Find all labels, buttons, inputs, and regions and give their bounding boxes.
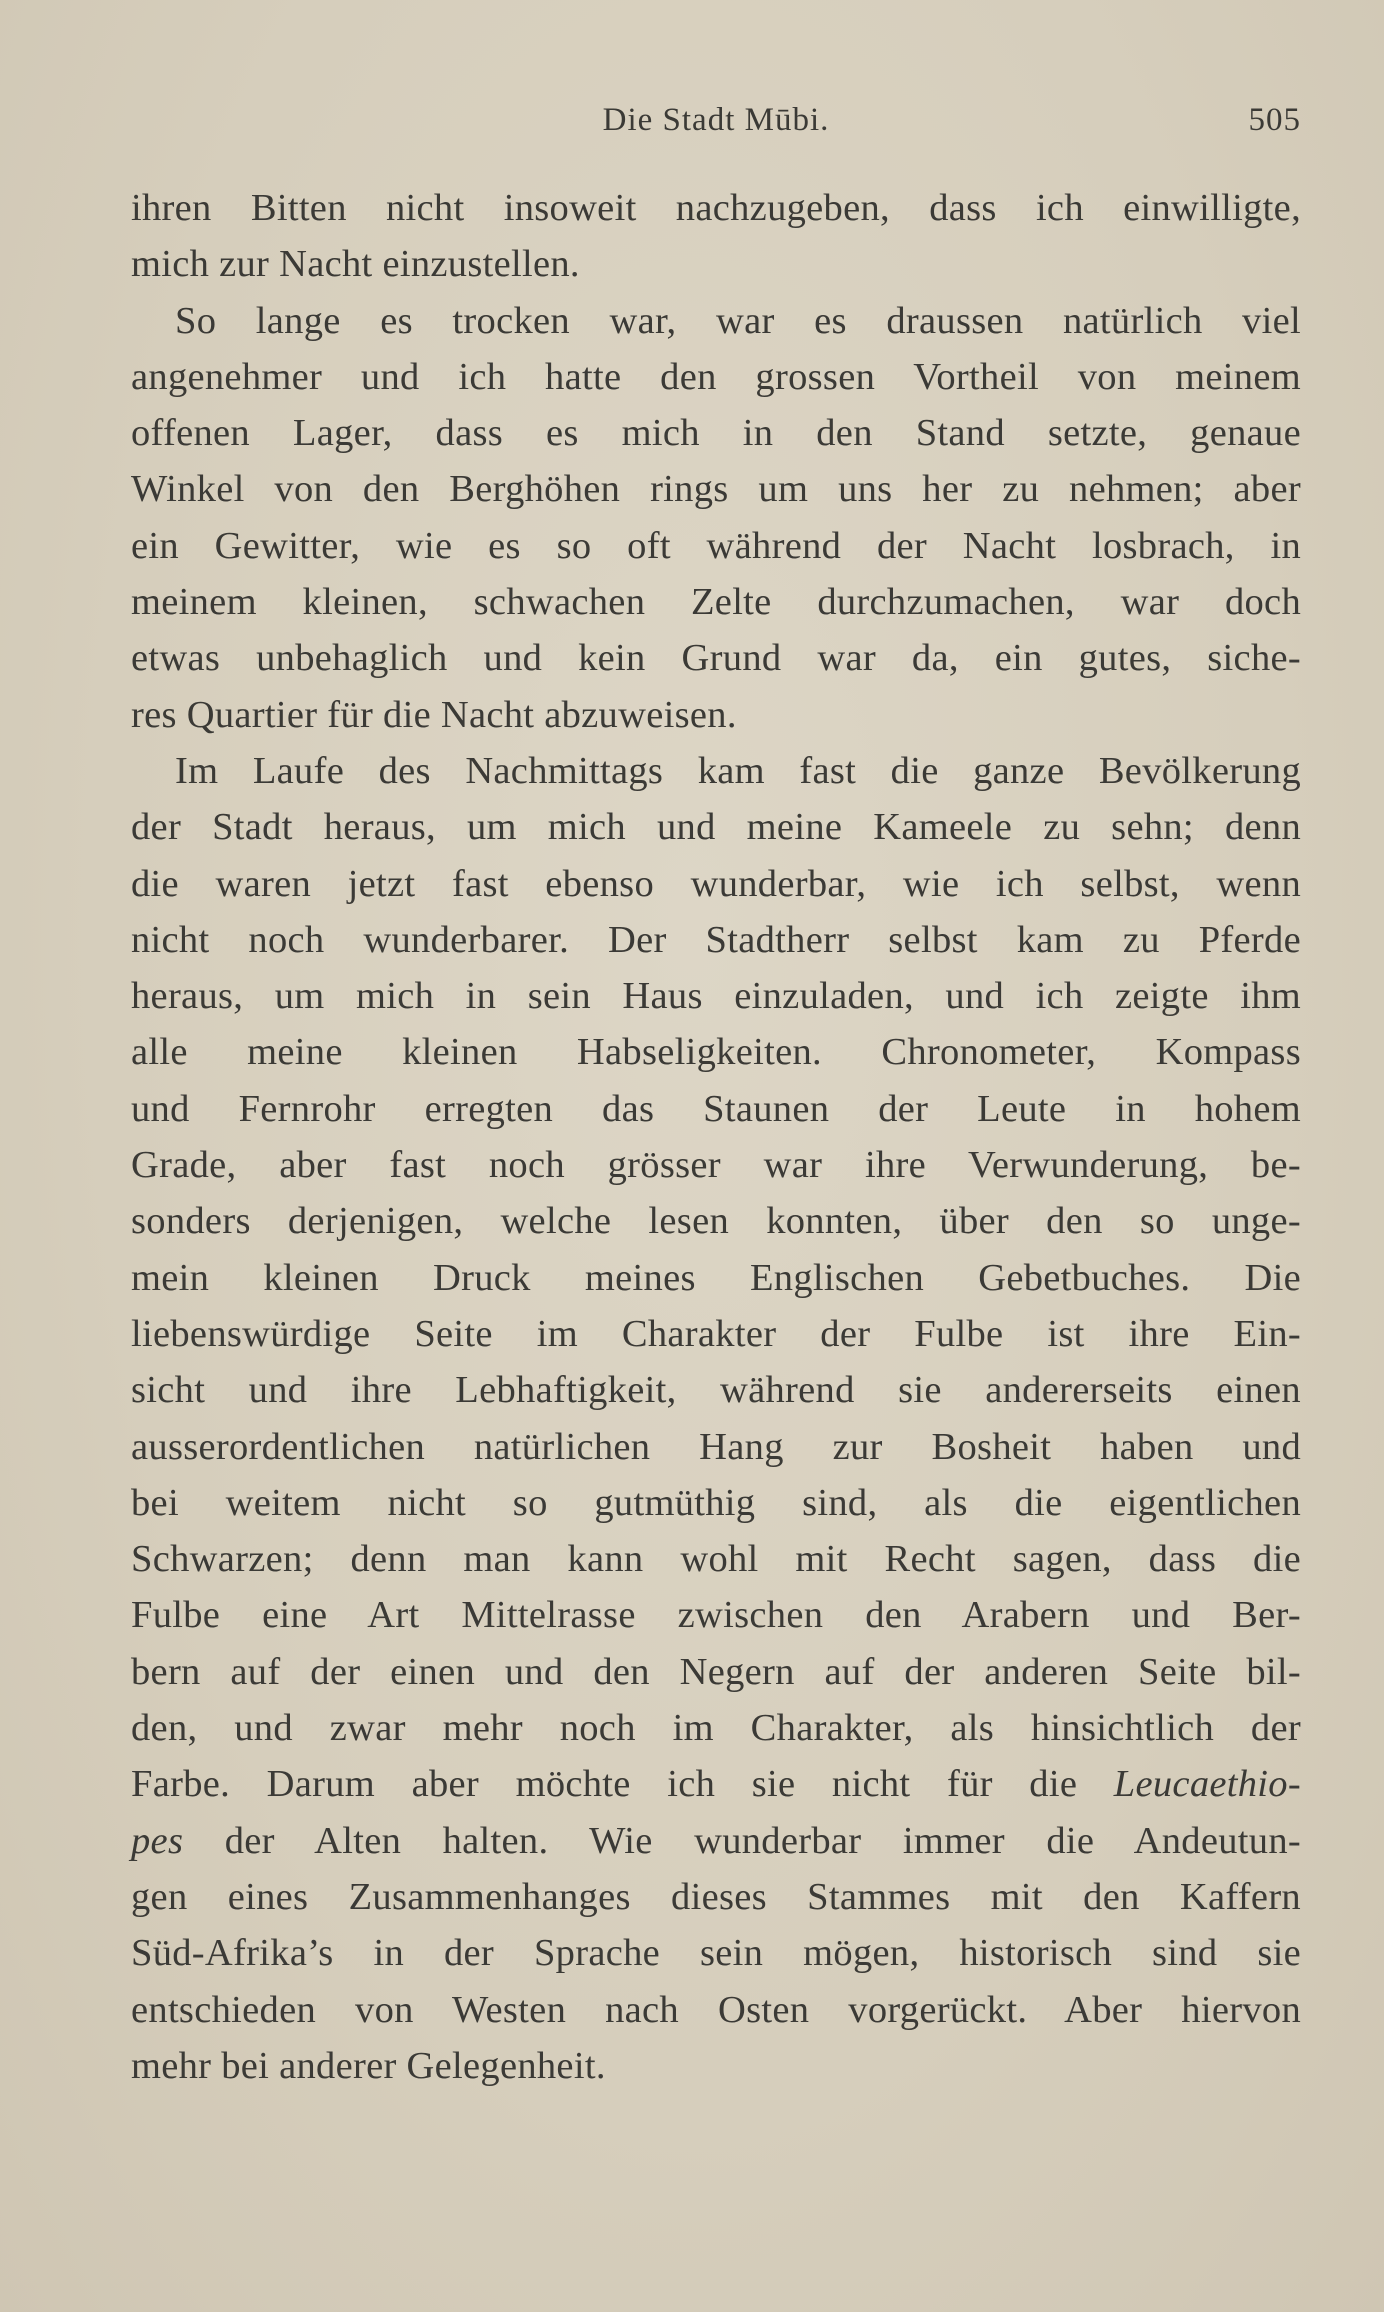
text-line: Süd-Afrika’s in der Sprache sein mögen, historisch sind sie bbox=[131, 1932, 1301, 1975]
text-line: den, und zwar mehr noch im Charakter, als hinsichtlich der bbox=[131, 1707, 1301, 1750]
text-line: entschieden von Westen nach Osten vorgerückt. Aber hiervon bbox=[131, 1988, 1301, 2031]
text-line: etwas unbehaglich und kein Grund war da, ein gutes, siche- bbox=[131, 637, 1301, 680]
text-line-pes bbox=[131, 1813, 1301, 1869]
text-line: sonders derjenigen, welche lesen konnten, über den so unge- bbox=[131, 1200, 1301, 1243]
text-line: sicht und ihre Lebhaftigkeit, während sie andererseits einen bbox=[131, 1369, 1301, 1412]
text-line: mehr bei anderer Gelegenheit. bbox=[131, 2044, 606, 2087]
text-line: ihren Bitten nicht insoweit nachzugeben, dass ich einwilligte, bbox=[131, 187, 1301, 229]
text-line: bern auf der einen und den Negern auf der anderen Seite bil- bbox=[131, 1650, 1301, 1693]
text-line: ein Gewitter, wie es so oft während der Nacht losbrach, in bbox=[131, 524, 1301, 567]
italic-term: pes bbox=[131, 1819, 184, 1862]
italic-term: Leucaethio- bbox=[1113, 1763, 1301, 1806]
text-line: mich zur Nacht einzustellen. bbox=[131, 243, 580, 286]
text-line: ausserordentlichen natürlichen Hang zur Bosheit haben und bbox=[131, 1425, 1301, 1468]
text-line: und Fernrohr erregten das Staunen der Leute in hohem bbox=[131, 1087, 1301, 1130]
text-line: bei weitem nicht so gutmüthig sind, als die eigentlichen bbox=[131, 1481, 1301, 1524]
text-line: heraus, um mich in sein Haus einzuladen, und ich zeigte ihm bbox=[131, 975, 1301, 1018]
text-line: meinem kleinen, schwachen Zelte durchzumachen, war doch bbox=[131, 581, 1301, 624]
text-line: mein kleinen Druck meines Englischen Gebetbuches. Die bbox=[131, 1256, 1301, 1299]
text-line: liebenswürdige Seite im Charakter der Fulbe ist ihre Ein- bbox=[131, 1312, 1301, 1355]
text-line: offenen Lager, dass es mich in den Stand setzte, genaue bbox=[131, 412, 1301, 455]
text-line: die waren jetzt fast ebenso wunderbar, wie ich selbst, wenn bbox=[131, 862, 1301, 905]
text-segment: Farbe. Darum aber möchte ich sie nicht für die bbox=[131, 1763, 1078, 1806]
running-head bbox=[131, 102, 1301, 146]
running-title: Die Stadt Mūbi. bbox=[602, 102, 830, 138]
text-line: Grade, aber fast noch grösser war ihre Verwunderung, be- bbox=[131, 1144, 1301, 1187]
text-line: Winkel von den Berghöhen rings um uns her zu nehmen; aber bbox=[131, 468, 1301, 511]
text-line: gen eines Zusammenhanges dieses Stammes mit den Kaffern bbox=[131, 1875, 1301, 1918]
page-number: 505 bbox=[1248, 102, 1301, 138]
text-line-farbe bbox=[131, 1756, 1301, 1812]
text-segment: der Alten halten. Wie wunderbar immer die Andeutun- bbox=[224, 1819, 1301, 1862]
text-line: nicht noch wunderbarer. Der Stadtherr selbst kam zu Pferde bbox=[131, 918, 1301, 961]
text-line: der Stadt heraus, um mich und meine Kameele zu sehn; denn bbox=[131, 806, 1301, 849]
text-line: Im Laufe des Nachmittags kam fast die ganze Bevölkerung bbox=[175, 749, 1301, 792]
text-line: res Quartier für die Nacht abzuweisen. bbox=[131, 693, 737, 736]
text-line: Schwarzen; denn man kann wohl mit Recht sagen, dass die bbox=[131, 1538, 1301, 1581]
text-line: So lange es trocken war, war es draussen natürlich viel bbox=[175, 299, 1301, 342]
text-line: angenehmer und ich hatte den grossen Vortheil von meinem bbox=[131, 355, 1301, 398]
text-line: alle meine kleinen Habseligkeiten. Chronometer, Kompass bbox=[131, 1031, 1301, 1074]
text-line: Fulbe eine Art Mittelrasse zwischen den Arabern und Ber- bbox=[131, 1594, 1301, 1637]
body-text bbox=[131, 180, 1301, 2094]
